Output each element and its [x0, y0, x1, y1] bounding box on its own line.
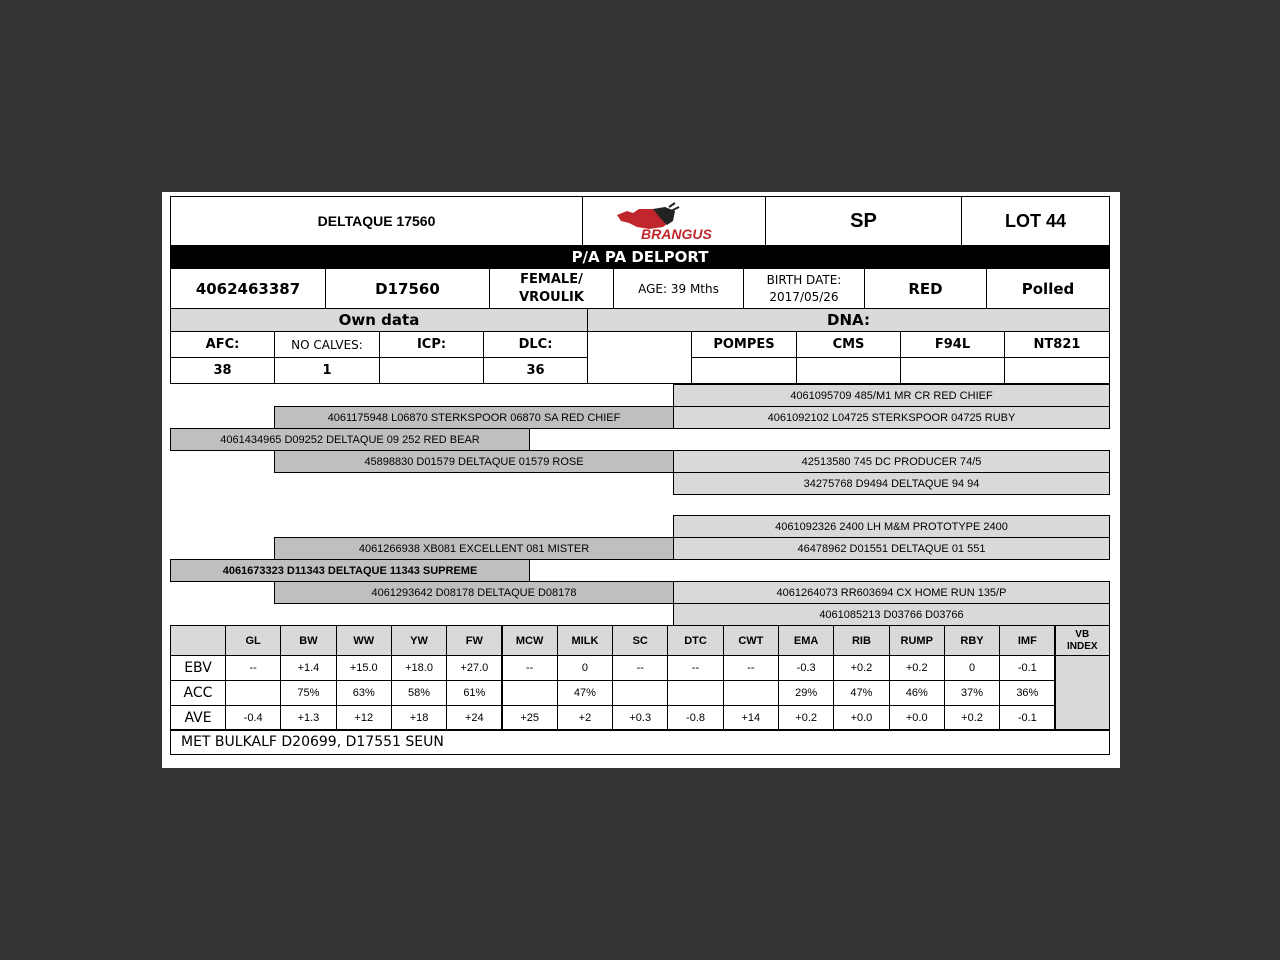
pedigree-sire-sire-sire: 4061095709 485/M1 MR CR RED CHIEF [673, 384, 1110, 407]
tattoo-id: D17560 [325, 268, 490, 309]
ebv-cell-ebv-imf: -0.1 [999, 655, 1055, 681]
lot-number: LOT 44 [961, 196, 1110, 246]
ebv-row-label-ave: AVE [170, 705, 226, 731]
dna-value-f94l [900, 357, 1005, 384]
registration-number: 4062463387 [170, 268, 326, 309]
no-calves-label: NO CALVES: [274, 331, 380, 358]
dlc-value: 36 [483, 357, 588, 384]
pedigree-sire-dam-dam: 34275768 D9494 DELTAQUE 94 94 [673, 472, 1110, 495]
ebv-header-fw: FW [446, 625, 502, 656]
ebv-cell-ave-milk: +2 [557, 705, 613, 731]
ebv-cell-acc-ema: 29% [778, 680, 834, 706]
ebv-header-rump: RUMP [889, 625, 945, 656]
ebv-cell-acc-rby: 37% [944, 680, 1000, 706]
dna-label-pompes: POMPES [691, 331, 797, 358]
ebv-cell-acc-gl [225, 680, 281, 706]
ebv-cell-acc-sc [612, 680, 668, 706]
icp-value [379, 357, 484, 384]
pedigree-sire-sire: 4061175948 L06870 STERKSPOOR 06870 SA RED CHIEF [274, 406, 674, 429]
ebv-cell-ebv-fw: +27.0 [446, 655, 502, 681]
dna-value-nt821 [1004, 357, 1110, 384]
ebv-cell-acc-mcw [502, 680, 558, 706]
ebv-cell-ave-yw: +18 [391, 705, 447, 731]
ebv-cell-acc-fw: 61% [446, 680, 502, 706]
ebv-cell-ave-imf: -0.1 [999, 705, 1055, 731]
ebv-cell-ebv-mcw: -- [502, 655, 558, 681]
ebv-header-gl: GL [225, 625, 281, 656]
ebv-header-rby: RBY [944, 625, 1000, 656]
ebv-header-dtc: DTC [667, 625, 723, 656]
vb-index-value [1055, 655, 1111, 731]
ebv-header-yw: YW [391, 625, 447, 656]
ebv-cell-acc-rib: 47% [833, 680, 889, 706]
ebv-cell-ebv-dtc: -- [667, 655, 723, 681]
ebv-cell-acc-bw: 75% [280, 680, 336, 706]
class-code: SP [765, 196, 962, 246]
dna-label-f94l: F94L [900, 331, 1005, 358]
pedigree-sire-dam-sire: 42513580 745 DC PRODUCER 74/5 [673, 450, 1110, 473]
ebv-cell-acc-rump: 46% [889, 680, 945, 706]
ebv-cell-ave-mcw: +25 [502, 705, 558, 731]
ebv-cell-ebv-rump: +0.2 [889, 655, 945, 681]
ebv-cell-acc-yw: 58% [391, 680, 447, 706]
dna-title: DNA: [587, 308, 1110, 332]
ebv-cell-ave-bw: +1.3 [280, 705, 336, 731]
ebv-cell-acc-dtc [667, 680, 723, 706]
dna-label-blank [587, 331, 692, 358]
sex-line-1: FEMALE/ [520, 271, 583, 287]
vb-index-label-2: INDEX [1066, 640, 1098, 652]
ebv-header-rib: RIB [833, 625, 889, 656]
logo-text: BRANGUS [641, 226, 712, 241]
ebv-header-ww: WW [336, 625, 392, 656]
ebv-row-label-acc: ACC [170, 680, 226, 706]
birth-date-label: BIRTH DATE: [766, 272, 842, 287]
sex-line-2: VROULIK [519, 289, 584, 305]
ebv-cell-acc-cwt [723, 680, 779, 706]
dna-label-nt821: NT821 [1004, 331, 1110, 358]
ebv-header-cwt: CWT [723, 625, 779, 656]
pedigree-dam-dam-dam: 4061085213 D03766 D03766 [673, 603, 1110, 626]
horn-status: Polled [986, 268, 1110, 309]
ebv-cell-ebv-gl: -- [225, 655, 281, 681]
dna-value-pompes [691, 357, 797, 384]
ebv-cell-ebv-ww: +15.0 [336, 655, 392, 681]
bull-logo-icon [609, 201, 739, 241]
ebv-row-label-ebv: EBV [170, 655, 226, 681]
ebv-cell-ave-rib: +0.0 [833, 705, 889, 731]
afc-label: AFC: [170, 331, 275, 358]
animal-name: DELTAQUE 17560 [170, 196, 583, 246]
owner-bar: P/A PA DELPORT [170, 245, 1110, 269]
pedigree-sire: 4061434965 D09252 DELTAQUE 09 252 RED BEAR [170, 428, 530, 451]
ebv-header-milk: MILK [557, 625, 613, 656]
ebv-corner [170, 625, 226, 656]
colour: RED [864, 268, 987, 309]
pedigree-sire-sire-dam: 4061092102 L04725 STERKSPOOR 04725 RUBY [673, 406, 1110, 429]
ebv-header-imf: IMF [999, 625, 1055, 656]
pedigree-dam: 4061673323 D11343 DELTAQUE 11343 SUPREME [170, 559, 530, 582]
ebv-cell-ebv-yw: +18.0 [391, 655, 447, 681]
vb-index-label-1: VB [1075, 628, 1090, 640]
pedigree-dam-dam-sire: 4061264073 RR603694 CX HOME RUN 135/P [673, 581, 1110, 604]
ebv-cell-ave-cwt: +14 [723, 705, 779, 731]
ebv-cell-ebv-cwt: -- [723, 655, 779, 681]
ebv-cell-ebv-rib: +0.2 [833, 655, 889, 681]
dna-value-blank [587, 357, 692, 384]
pedigree-dam-dam: 4061293642 D08178 DELTAQUE D08178 [274, 581, 674, 604]
ebv-cell-ave-fw: +24 [446, 705, 502, 731]
sex [489, 268, 614, 309]
brangus-logo [582, 196, 766, 246]
ebv-header-sc: SC [612, 625, 668, 656]
ebv-cell-ave-gl: -0.4 [225, 705, 281, 731]
ebv-cell-ave-rump: +0.0 [889, 705, 945, 731]
birth-date: 2017/05/26 [769, 289, 839, 304]
pedigree-sire-dam: 45898830 D01579 DELTAQUE 01579 ROSE [274, 450, 674, 473]
own-data-title: Own data [170, 308, 588, 332]
age: AGE: 39 Mths [613, 268, 744, 309]
ebv-cell-acc-ww: 63% [336, 680, 392, 706]
ebv-header-vb-index [1055, 625, 1111, 656]
dna-label-cms: CMS [796, 331, 901, 358]
ebv-header-mcw: MCW [502, 625, 558, 656]
afc-value: 38 [170, 357, 275, 384]
no-calves-value: 1 [274, 357, 380, 384]
remarks: MET BULKALF D20699, D17551 SEUN [170, 729, 1110, 755]
ebv-cell-ave-ema: +0.2 [778, 705, 834, 731]
ebv-cell-ebv-milk: 0 [557, 655, 613, 681]
ebv-cell-acc-milk: 47% [557, 680, 613, 706]
pedigree-dam-sire-dam: 46478962 D01551 DELTAQUE 01 551 [673, 537, 1110, 560]
pedigree-dam-sire-sire: 4061092326 2400 LH M&M PROTOTYPE 2400 [673, 515, 1110, 538]
ebv-cell-ebv-bw: +1.4 [280, 655, 336, 681]
ebv-cell-ave-dtc: -0.8 [667, 705, 723, 731]
ebv-table [170, 625, 1110, 730]
birth-date-block [743, 268, 865, 309]
ebv-cell-ebv-ema: -0.3 [778, 655, 834, 681]
icp-label: ICP: [379, 331, 484, 358]
ebv-header-ema: EMA [778, 625, 834, 656]
dna-value-cms [796, 357, 901, 384]
ebv-cell-ave-rby: +0.2 [944, 705, 1000, 731]
ebv-header-bw: BW [280, 625, 336, 656]
ebv-cell-ebv-sc: -- [612, 655, 668, 681]
lot-card [162, 192, 1120, 768]
ebv-cell-ebv-rby: 0 [944, 655, 1000, 681]
dlc-label: DLC: [483, 331, 588, 358]
ebv-cell-acc-imf: 36% [999, 680, 1055, 706]
ebv-cell-ave-ww: +12 [336, 705, 392, 731]
ebv-cell-ave-sc: +0.3 [612, 705, 668, 731]
pedigree-dam-sire: 4061266938 XB081 EXCELLENT 081 MISTER [274, 537, 674, 560]
